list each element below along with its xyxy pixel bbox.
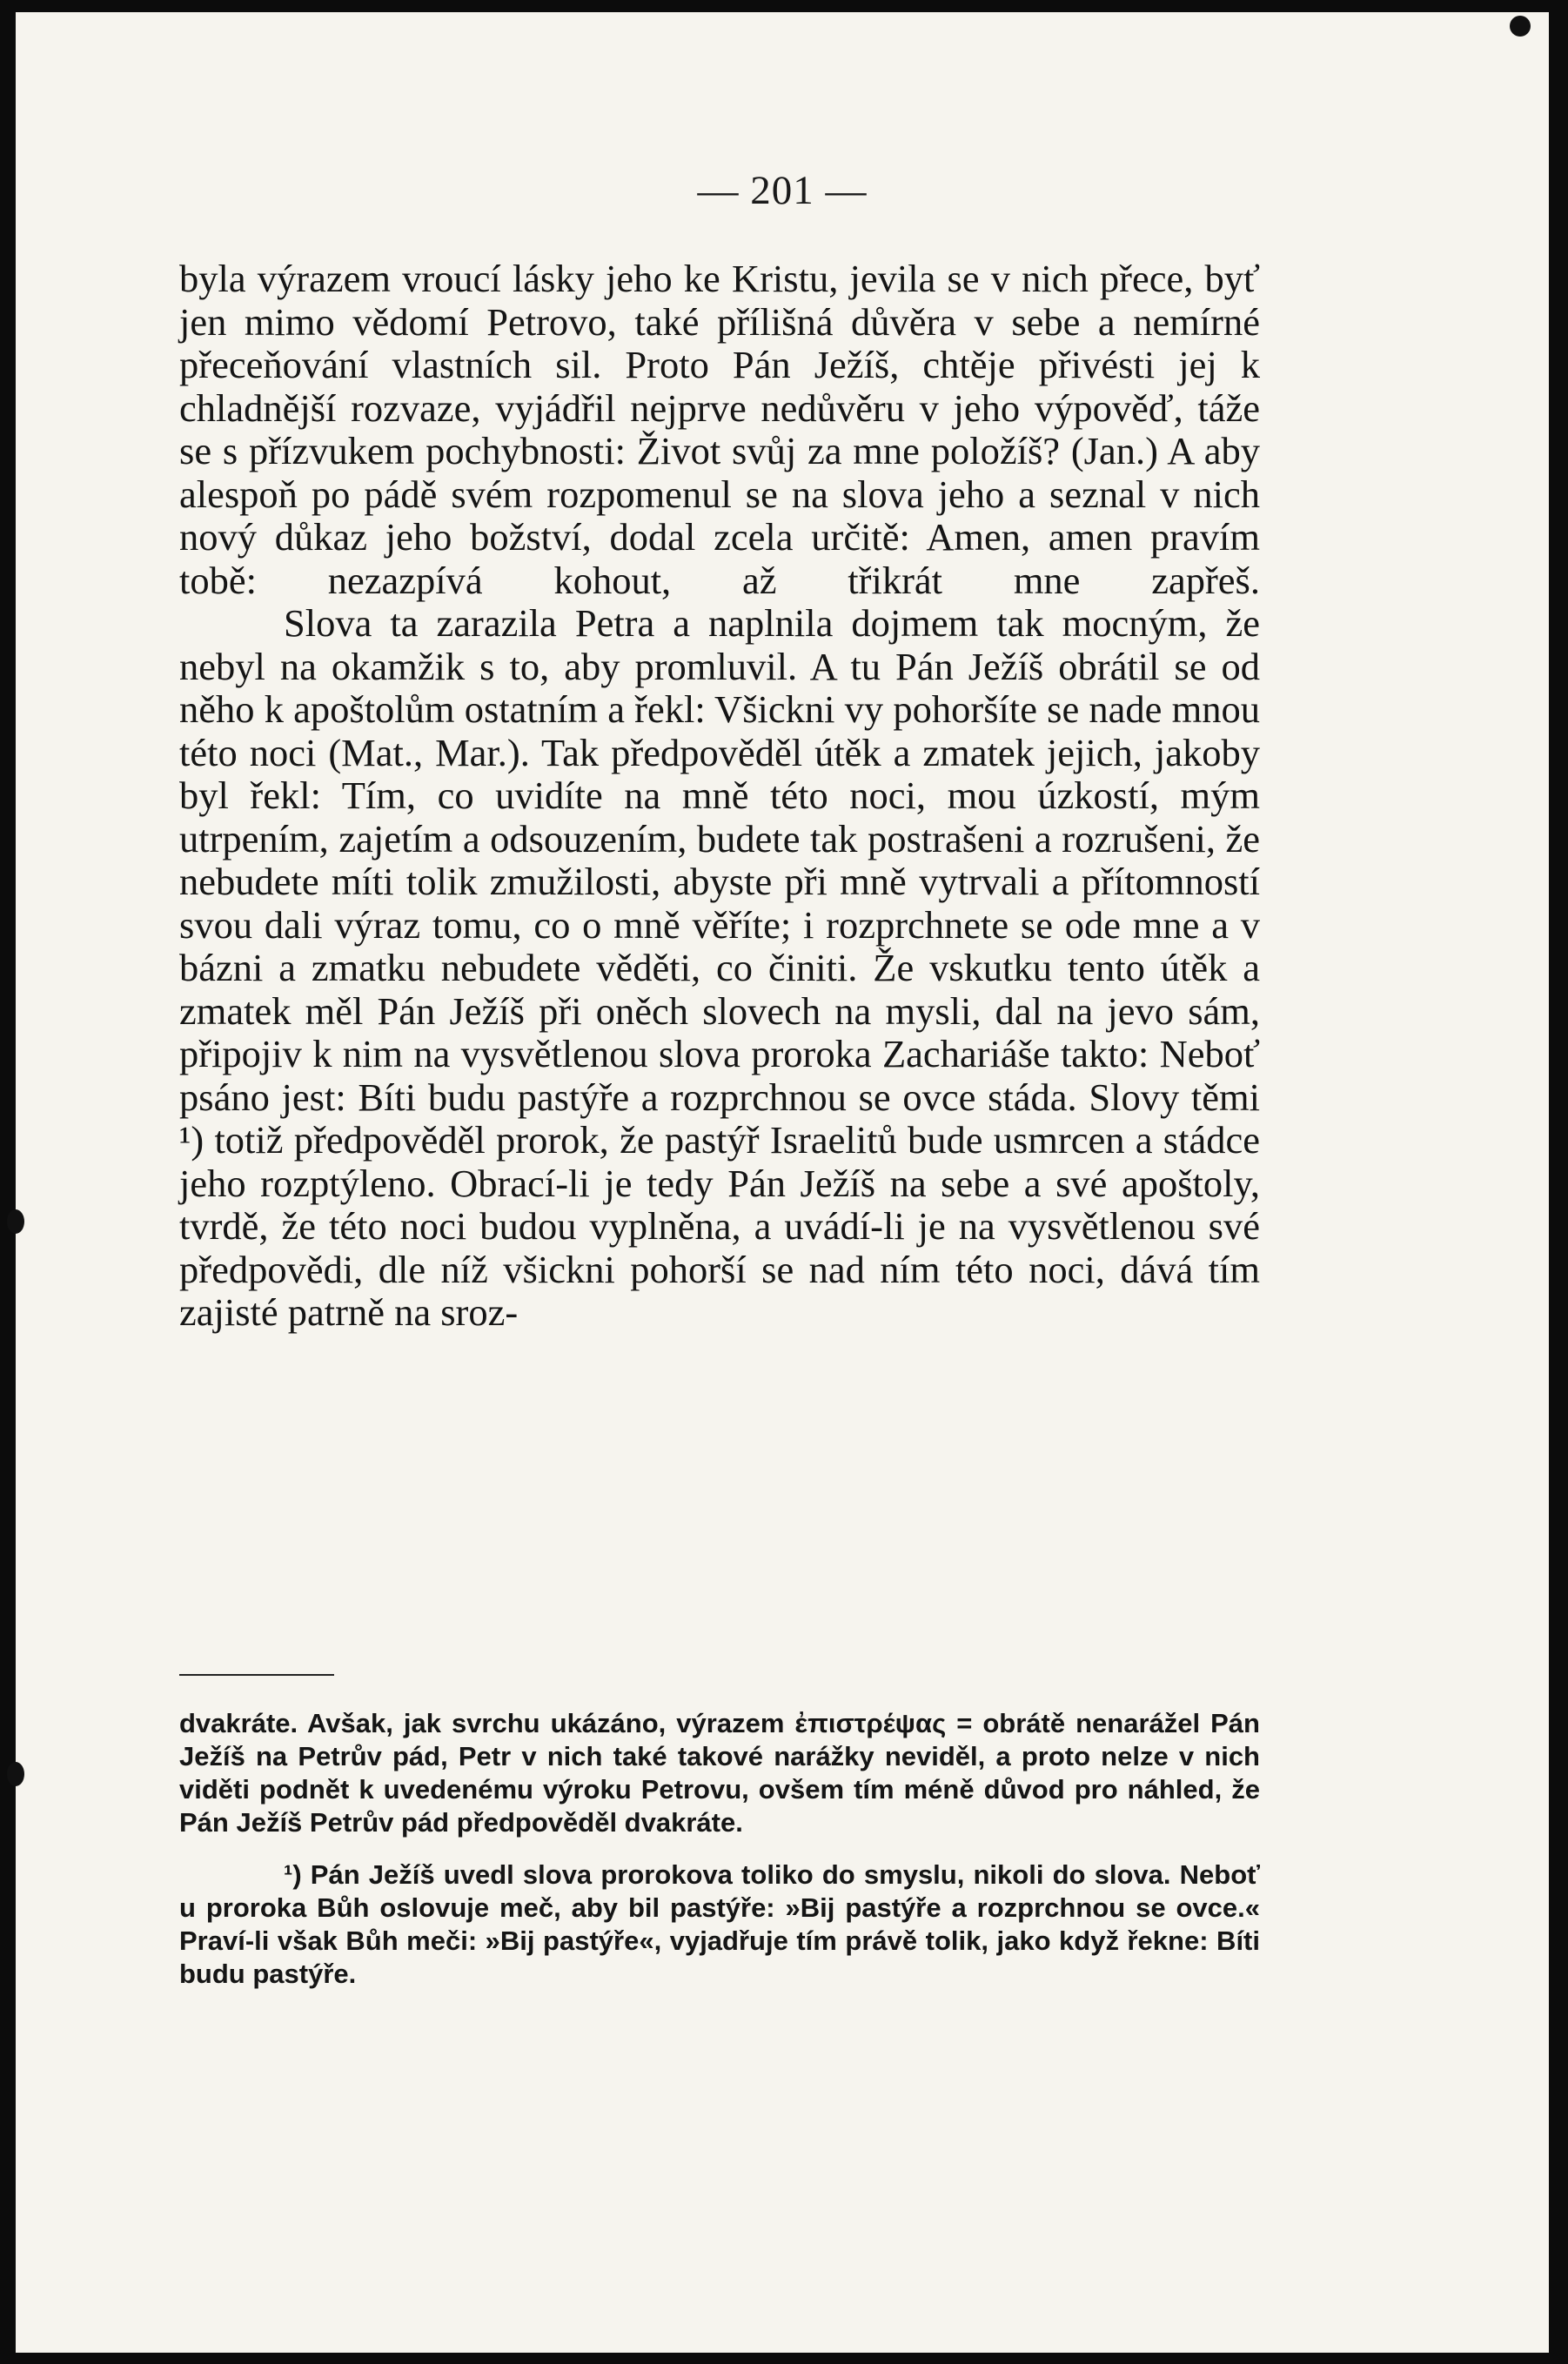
binding-mark — [7, 1209, 24, 1234]
page-number: — 201 — — [697, 168, 868, 213]
footnotes — [179, 1707, 1260, 1991]
footnote-1: ¹) Pán Ježíš uvedl slova prorokova toliko do smyslu, nikoli do slova. Neboť u proroka Bůh oslovuje meč, aby bil pastýře: »Bij pastýře a rozprchnou se ovce.« Praví-li však Bůh meči: »Bij pastýře«, vyjadřuje tím právě tolik, jako když řekne: Bíti budu pastýře. — [179, 1859, 1260, 1989]
footnote-continuation: dvakráte. Avšak, jak svrchu ukázáno, výrazem ἐπιστρέψας = obrátě nenarážel Pán Ježíš na Petrův pád, Petr v nich také takové narážky neviděl, a proto nelze v nich viděti podnět k uvedenému výroku Petrovu, ovšem tím méně důvod pro náhled, že Pán Ježíš Petrův pád předpověděl dvakráte. — [179, 1708, 1260, 1838]
paragraph-2: Slova ta zarazila Petra a naplnila dojmem tak mocným, že nebyl na okamžik s to, aby promluvil. A tu Pán Ježíš obrátil se od něho k apoštolům ostatním a řekl: Všickni vy pohoršíte se nade mnou této noci (Mat., Mar.). Tak předpověděl útěk a zmatek jejich, jakoby byl řekl: Tím, co uvidíte na mně této noci, mou úzkostí, mým utrpením, zajetím a odsouzením, budete tak postrašeni a rozrušeni, že nebudete míti tolik zmužilosti, abyste při mně vytrvali a přítomností svou dali výraz tomu, co o mně věříte; i rozprchnete se ode mne a v bázni a zmatku nebudete věděti, co činiti. Že vskutku tento útěk a zmatek měl Pán Ježíš při oněch slovech na mysli, dal na jevo sám, připojiv k nim na vysvětlenou slova proroka Zachariáše takto: Neboť psáno jest: Bíti budu pastýře a rozprchnou se ovce stáda. Slovy těmi ¹) totiž předpověděl prorok, že pastýř Israelitů bude usmrcen a stádce jeho rozptýleno. Obrací-li je tedy Pán Ježíš na sebe a své apoštoly, tvrdě, že této noci budou vyplněna, a uvádí-li je na vysvětlenou své předpovědi, dle níž všickni pohorší se nad ním této noci, dává tím zajisté patrně na sroz- — [179, 601, 1260, 1334]
binding-mark — [1510, 16, 1531, 37]
book-page — [16, 12, 1549, 2353]
binding-mark — [7, 1762, 24, 1786]
main-text — [179, 258, 1260, 1335]
paragraph-1: byla výrazem vroucí lásky jeho ke Kristu, jevila se v nich přece, byť jen mimo vědomí Petrovo, také přílišná důvěra v sebe a nemírné přeceňování vlastních sil. Proto Pán Ježíš, chtěje přivésti jej k chladnější rozvaze, vyjádřil nejprve nedůvěru v jeho výpověď, táže se s přízvukem pochybnosti: Život svůj za mne položíš? (Jan.) A aby alespoň po pádě svém rozpomenul se na slova jeho a seznal v nich nový důkaz jeho božství, dodal zcela určitě: Amen, amen pravím tobě: nezazpívá kohout, až třikrát mne zapřeš. — [179, 257, 1260, 602]
footnote-rule — [179, 1674, 334, 1676]
